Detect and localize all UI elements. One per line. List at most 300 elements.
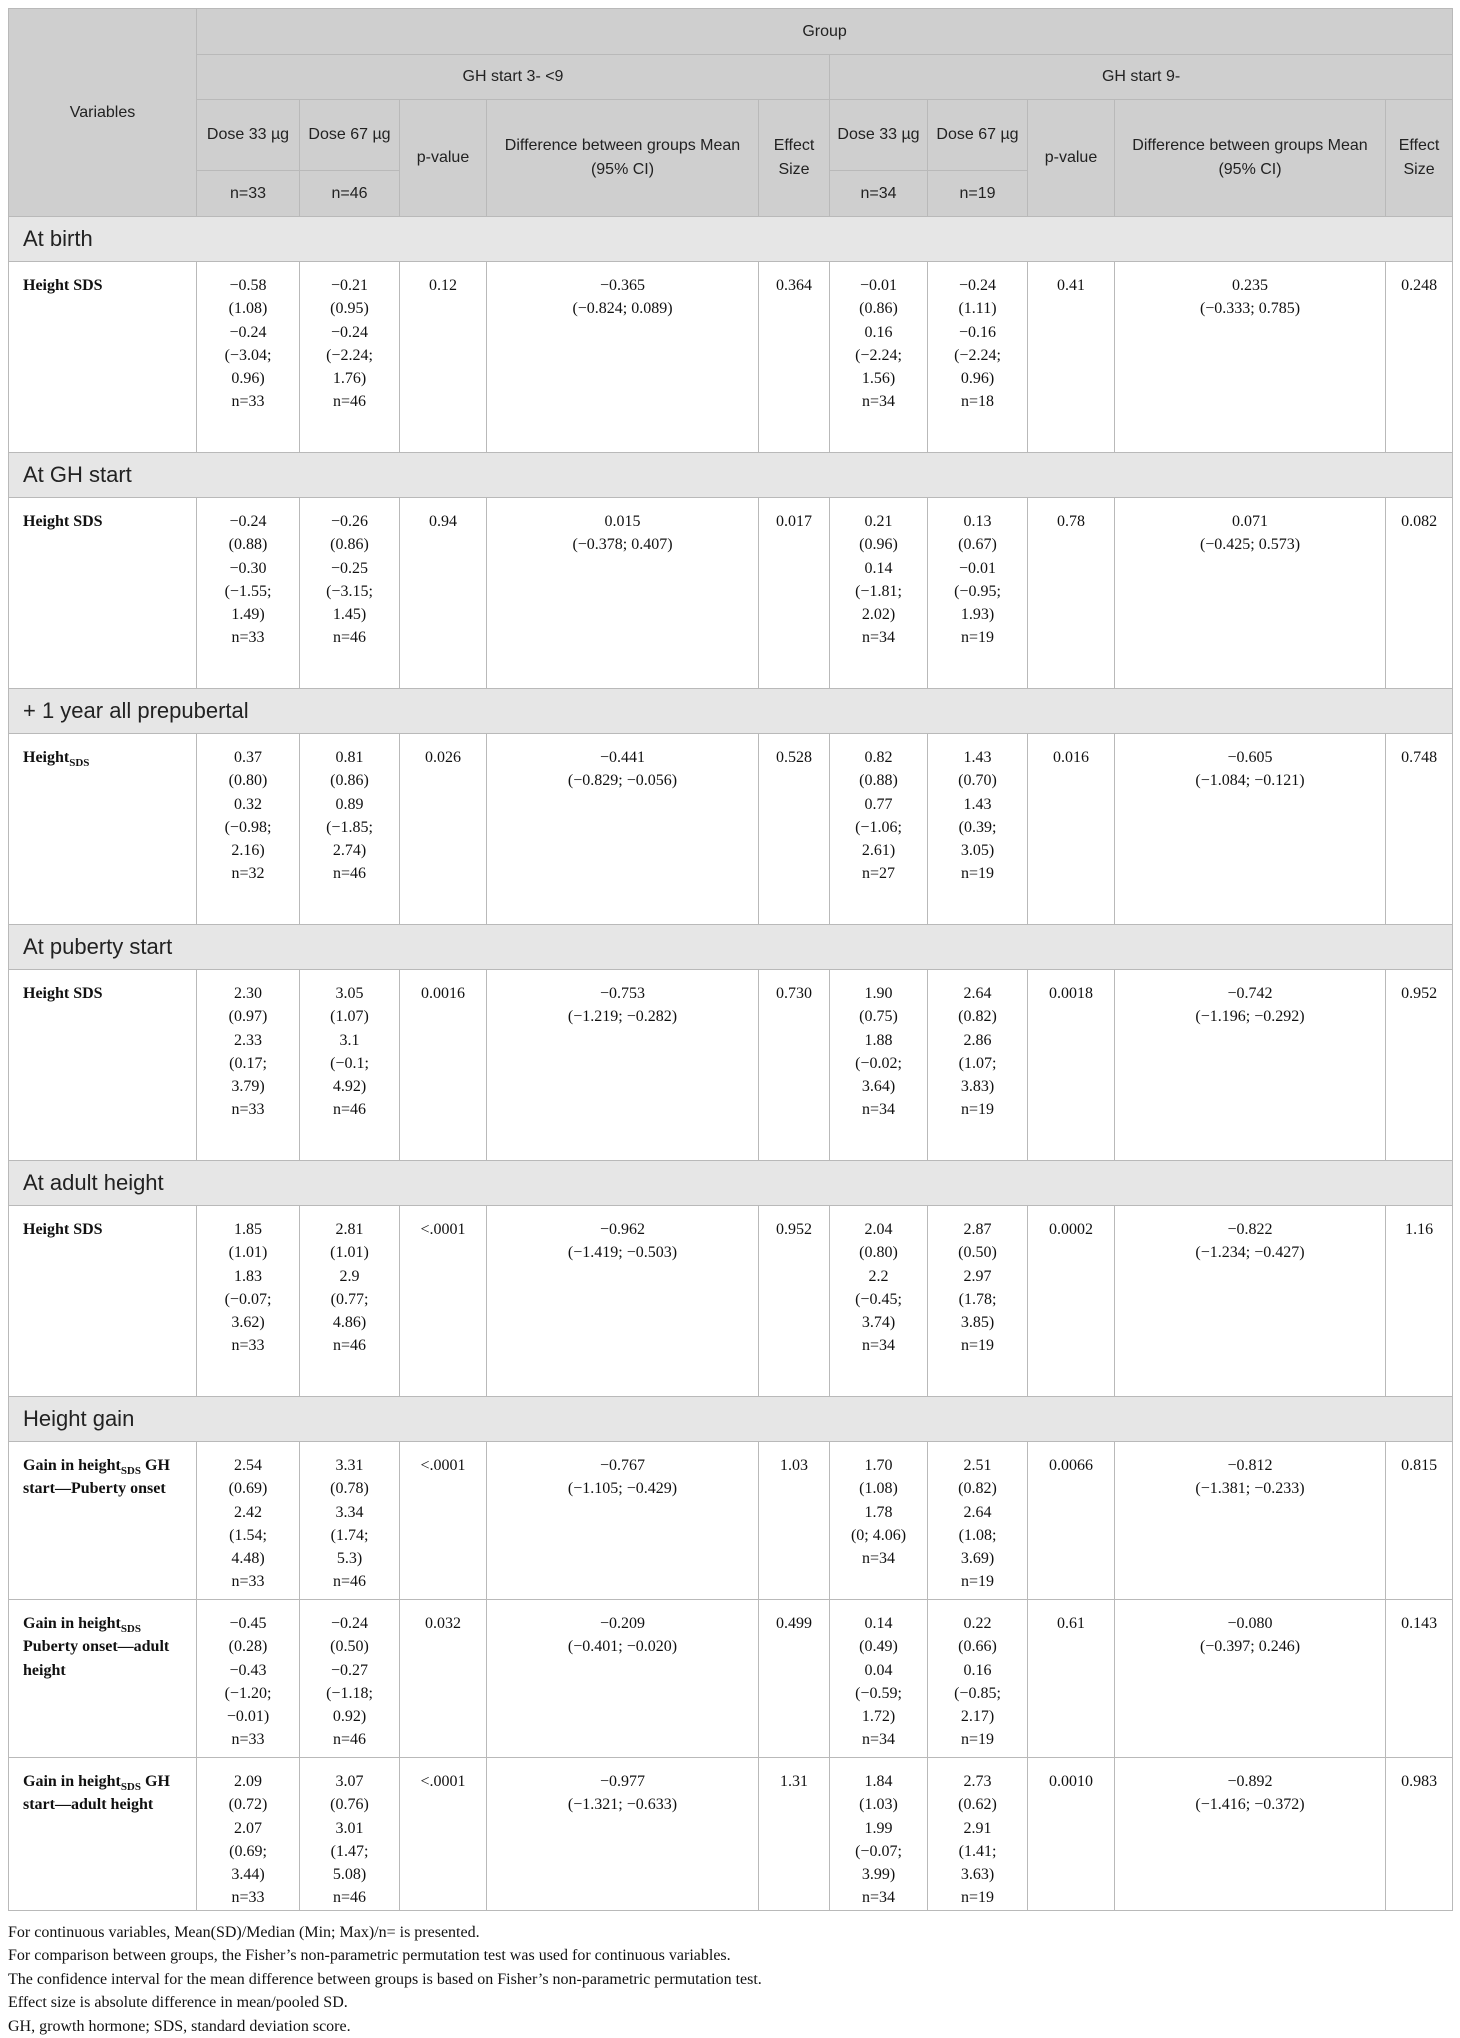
cell-line: 2.87 bbox=[963, 1221, 992, 1238]
cell-line: −0.24 bbox=[330, 1615, 369, 1632]
cell-line: −0.24 bbox=[330, 323, 369, 341]
dose-67-g1-value bbox=[300, 1206, 400, 1397]
cell-line: −0.25 bbox=[330, 559, 369, 577]
col-dose-33-g1: Dose 33 µg bbox=[197, 100, 300, 171]
table-row bbox=[9, 1206, 1453, 1397]
cell-line: (0.77; bbox=[330, 1290, 369, 1308]
cell-line: (1.07) bbox=[330, 1008, 369, 1026]
pvalue-g2-value: 0.0018 bbox=[1028, 970, 1115, 1161]
effect-size-g1-value: 0.952 bbox=[759, 1206, 830, 1397]
effect-size-g1-value: 0.528 bbox=[759, 734, 830, 925]
effect-size-g2-value: 0.248 bbox=[1386, 262, 1453, 453]
cell-line: (1.03) bbox=[859, 1796, 898, 1814]
col-n-dose-33-g1: n=33 bbox=[197, 171, 300, 217]
cell-line: 1.43 bbox=[963, 749, 992, 766]
variable-subscript: SDS bbox=[120, 1623, 141, 1636]
dose-33-g1-value bbox=[197, 1600, 300, 1758]
pvalue-g2-value: 0.016 bbox=[1028, 734, 1115, 925]
section-title: + 1 year all prepubertal bbox=[9, 689, 1453, 734]
pvalue-g1-value: <.0001 bbox=[400, 1442, 487, 1600]
section-title: At adult height bbox=[9, 1161, 1453, 1206]
cell-line: (−2.24; bbox=[855, 346, 902, 364]
footnote: GH, growth hormone; SDS, standard deviation score. bbox=[8, 2017, 351, 2035]
table-row bbox=[9, 734, 1453, 925]
cell-line: n=46 bbox=[332, 1889, 367, 1907]
cell-line: 4.48) bbox=[231, 1550, 265, 1568]
cell-line: −0.21 bbox=[330, 277, 369, 294]
variable-label bbox=[9, 1206, 197, 1397]
cell-line: −0.892 bbox=[1227, 1773, 1273, 1790]
cell-line: (0.82) bbox=[958, 1008, 997, 1026]
cell-line: 3.05 bbox=[335, 985, 364, 1002]
cell-line: 0.96) bbox=[960, 370, 995, 388]
cell-line: 3.64) bbox=[861, 1078, 896, 1096]
cell-line: (−1.219; −0.282) bbox=[567, 1008, 678, 1026]
cell-line: 1.99 bbox=[864, 1819, 893, 1837]
cell-line: 2.16) bbox=[231, 842, 265, 860]
variable-name: Height bbox=[23, 749, 70, 766]
cell-line: n=46 bbox=[332, 393, 367, 411]
cell-line: 0.235 bbox=[1232, 277, 1268, 294]
difference-g1-value bbox=[487, 262, 759, 453]
cell-line: n=34 bbox=[861, 629, 896, 647]
col-n-dose-33-g2: n=34 bbox=[830, 171, 928, 217]
effect-size-g1-value: 1.03 bbox=[759, 1442, 830, 1600]
variable-name: Gain in height bbox=[23, 1773, 121, 1790]
cell-line: (1.41; bbox=[958, 1842, 997, 1860]
cell-line: 1.83 bbox=[234, 1267, 262, 1285]
cell-line: (0.69) bbox=[228, 1480, 268, 1498]
dose-67-g2-value bbox=[928, 498, 1028, 689]
difference-g1-value bbox=[487, 1206, 759, 1397]
table-row bbox=[9, 498, 1453, 689]
difference-g2-value bbox=[1115, 1758, 1386, 1911]
cell-line: 0.015 bbox=[604, 513, 641, 530]
cell-line: 2.42 bbox=[234, 1503, 262, 1521]
pvalue-g1-value: 0.94 bbox=[400, 498, 487, 689]
cell-line: 2.02) bbox=[861, 606, 896, 624]
table-container bbox=[8, 8, 1452, 2038]
cell-line: (1.08) bbox=[228, 300, 268, 318]
cell-line: 0.92) bbox=[332, 1708, 367, 1726]
cell-line: −0.365 bbox=[599, 277, 646, 294]
pvalue-g2-value: 0.41 bbox=[1028, 262, 1115, 453]
col-difference-g2: Difference between groups Mean (95% CI) bbox=[1115, 100, 1386, 217]
cell-line: n=34 bbox=[861, 1889, 896, 1907]
cell-line: (−0.378; 0.407) bbox=[572, 536, 673, 554]
cell-line: 3.83) bbox=[960, 1078, 995, 1096]
cell-line: 2.2 bbox=[868, 1267, 889, 1285]
section-row bbox=[9, 689, 1453, 734]
difference-g2-value bbox=[1115, 1600, 1386, 1758]
col-dose-33-g2: Dose 33 µg bbox=[830, 100, 928, 171]
dose-33-g2-value bbox=[830, 262, 928, 453]
cell-line: (1.78; bbox=[958, 1290, 997, 1308]
col-pvalue-g2: p-value bbox=[1028, 100, 1115, 217]
cell-line: 0.21 bbox=[864, 513, 893, 530]
variable-detail: Puberty onset—adult height bbox=[23, 1638, 170, 1679]
difference-g1-value bbox=[487, 498, 759, 689]
table-row bbox=[9, 262, 1453, 453]
cell-line: 2.51 bbox=[963, 1457, 992, 1474]
cell-line: (0.88) bbox=[859, 772, 898, 790]
footnote: For comparison between groups, the Fisher’s non-parametric permutation test was used for continuous variables. bbox=[8, 1947, 731, 1965]
dose-33-g1-value bbox=[197, 1206, 300, 1397]
cell-line: 3.74) bbox=[861, 1314, 896, 1332]
cell-line: 0.071 bbox=[1232, 513, 1268, 530]
cell-line: 3.69) bbox=[960, 1550, 995, 1568]
cell-line: 3.05) bbox=[960, 842, 995, 860]
col-difference-g1: Difference between groups Mean (95% CI) bbox=[487, 100, 759, 217]
pvalue-g2-value: 0.0010 bbox=[1028, 1758, 1115, 1911]
difference-g2-value bbox=[1115, 498, 1386, 689]
cell-line: (0.17; bbox=[229, 1054, 267, 1072]
cell-line: 2.09 bbox=[234, 1773, 262, 1790]
section-title: At puberty start bbox=[9, 925, 1453, 970]
variable-label bbox=[9, 262, 197, 453]
cell-line: −0.01 bbox=[859, 277, 898, 294]
cell-line: 2.33 bbox=[234, 1031, 262, 1049]
cell-line: 2.86 bbox=[963, 1031, 992, 1049]
group-header-gh-start-3-9: GH start 3- <9 bbox=[197, 55, 830, 100]
cell-line: (−1.084; −0.121) bbox=[1195, 772, 1305, 790]
cell-line: 0.96) bbox=[231, 370, 265, 388]
cell-line: −0.24 bbox=[229, 323, 267, 341]
effect-size-g2-value: 0.952 bbox=[1386, 970, 1453, 1161]
cell-line: 3.01 bbox=[335, 1819, 364, 1837]
cell-line: 0.77 bbox=[864, 795, 893, 813]
cell-line: (0.66) bbox=[958, 1638, 997, 1656]
footnote: The confidence interval for the mean difference between groups is based on Fisher’s non-parametric permutation test. bbox=[8, 1970, 762, 1988]
cell-line: (1.08; bbox=[958, 1526, 997, 1544]
dose-33-g1-value bbox=[197, 734, 300, 925]
variable-name: Gain in height bbox=[23, 1457, 121, 1474]
cell-line: (0.95) bbox=[330, 300, 369, 318]
cell-line: (0.39; bbox=[958, 818, 997, 836]
footnote: Effect size is absolute difference in mean/pooled SD. bbox=[8, 1994, 348, 2012]
pvalue-g1-value: 0.026 bbox=[400, 734, 487, 925]
cell-line: 3.07 bbox=[335, 1773, 364, 1790]
effect-size-g2-value: 1.16 bbox=[1386, 1206, 1453, 1397]
cell-line: n=18 bbox=[960, 393, 995, 411]
dose-67-g1-value bbox=[300, 1442, 400, 1600]
variable-label bbox=[9, 1442, 197, 1600]
cell-line: −0.812 bbox=[1227, 1457, 1273, 1474]
cell-line: 0.81 bbox=[335, 749, 364, 766]
cell-line: (−0.59; bbox=[855, 1684, 902, 1702]
cell-line: (0.76) bbox=[330, 1796, 369, 1814]
cell-line: 2.30 bbox=[234, 985, 262, 1002]
dose-67-g2-value bbox=[928, 1206, 1028, 1397]
dose-33-g2-value bbox=[830, 1206, 928, 1397]
cell-line: 0.16 bbox=[963, 1661, 992, 1679]
dose-67-g1-value bbox=[300, 970, 400, 1161]
cell-line: (0.86) bbox=[859, 300, 898, 318]
dose-33-g2-value bbox=[830, 1442, 928, 1600]
cell-line: −0.45 bbox=[229, 1615, 267, 1632]
dose-33-g2-value bbox=[830, 1600, 928, 1758]
effect-size-g1-value: 1.31 bbox=[759, 1758, 830, 1911]
cell-line: 0.89 bbox=[335, 795, 364, 813]
cell-line: n=33 bbox=[231, 1889, 265, 1907]
cell-line: n=19 bbox=[960, 1337, 995, 1355]
pvalue-g2-value: 0.0066 bbox=[1028, 1442, 1115, 1600]
cell-line: 2.74) bbox=[332, 842, 367, 860]
cell-line: (−0.02; bbox=[855, 1054, 902, 1072]
col-effect-size-g1: Effect Size bbox=[759, 100, 830, 217]
cell-line: (−0.98; bbox=[224, 818, 272, 836]
cell-line: 1.49) bbox=[231, 606, 265, 624]
section-row bbox=[9, 453, 1453, 498]
col-n-dose-67-g2: n=19 bbox=[928, 171, 1028, 217]
cell-line: 3.44) bbox=[231, 1866, 265, 1884]
dose-33-g1-value bbox=[197, 498, 300, 689]
cell-line: (0.82) bbox=[958, 1480, 997, 1498]
dose-67-g1-value bbox=[300, 498, 400, 689]
section-title: Height gain bbox=[9, 1397, 1453, 1442]
cell-line: (−2.24; bbox=[326, 346, 373, 364]
cell-line: n=33 bbox=[231, 1337, 265, 1355]
pvalue-g1-value: <.0001 bbox=[400, 1206, 487, 1397]
cell-line: 2.54 bbox=[234, 1457, 262, 1474]
variables-header: Variables bbox=[9, 9, 197, 217]
cell-line: (1.11) bbox=[958, 300, 997, 318]
effect-size-g2-value: 0.082 bbox=[1386, 498, 1453, 689]
cell-line: 1.84 bbox=[864, 1773, 893, 1790]
cell-line: n=34 bbox=[861, 1337, 896, 1355]
cell-line: (0.86) bbox=[330, 536, 369, 554]
cell-line: (−1.321; −0.633) bbox=[567, 1796, 678, 1814]
difference-g2-value bbox=[1115, 970, 1386, 1161]
cell-line: 1.43 bbox=[963, 795, 992, 813]
dose-33-g1-value bbox=[197, 970, 300, 1161]
effect-size-g2-value: 0.815 bbox=[1386, 1442, 1453, 1600]
pvalue-g1-value: 0.032 bbox=[400, 1600, 487, 1758]
cell-line: (0.50) bbox=[330, 1638, 369, 1656]
effect-size-g2-value: 0.143 bbox=[1386, 1600, 1453, 1758]
cell-line: 2.17) bbox=[960, 1708, 995, 1726]
table-row bbox=[9, 1600, 1453, 1758]
cell-line: 2.73 bbox=[963, 1773, 992, 1790]
cell-line: −0.24 bbox=[229, 513, 267, 530]
col-n-dose-67-g1: n=46 bbox=[300, 171, 400, 217]
cell-line: (−0.95; bbox=[954, 582, 1001, 600]
dose-33-g2-value bbox=[830, 734, 928, 925]
dose-67-g2-value bbox=[928, 1442, 1028, 1600]
col-effect-size-g2: Effect Size bbox=[1386, 100, 1453, 217]
variable-name: Height SDS bbox=[23, 1221, 103, 1238]
cell-line: 3.31 bbox=[335, 1457, 364, 1474]
dose-33-g2-value bbox=[830, 1758, 928, 1911]
cell-line: −0.767 bbox=[599, 1457, 646, 1474]
cell-line: 1.93) bbox=[960, 606, 995, 624]
cell-line: −0.209 bbox=[599, 1615, 646, 1632]
cell-line: (1.47; bbox=[330, 1842, 369, 1860]
cell-line: n=33 bbox=[231, 1101, 265, 1119]
cell-line: 1.45) bbox=[332, 606, 367, 624]
cell-line: 0.37 bbox=[234, 749, 262, 766]
cell-line: n=33 bbox=[231, 629, 265, 647]
dose-67-g2-value bbox=[928, 1758, 1028, 1911]
cell-line: 0.14 bbox=[864, 1615, 893, 1632]
pvalue-g2-value: 0.78 bbox=[1028, 498, 1115, 689]
cell-line: (−0.85; bbox=[954, 1684, 1001, 1702]
cell-line: 0.14 bbox=[864, 559, 893, 577]
col-pvalue-g1: p-value bbox=[400, 100, 487, 217]
cell-line: (−2.24; bbox=[954, 346, 1001, 364]
cell-line: 1.72) bbox=[861, 1708, 896, 1726]
cell-line: (0.78) bbox=[330, 1480, 369, 1498]
cell-line: 0.04 bbox=[864, 1661, 893, 1679]
difference-g1-value bbox=[487, 1758, 759, 1911]
cell-line: n=34 bbox=[861, 1550, 896, 1568]
cell-line: n=19 bbox=[960, 1573, 995, 1591]
section-row bbox=[9, 217, 1453, 262]
cell-line: (1.54; bbox=[229, 1526, 267, 1544]
cell-line: 1.76) bbox=[332, 370, 367, 388]
cell-line: n=46 bbox=[332, 629, 367, 647]
cell-line: (0.28) bbox=[228, 1638, 268, 1656]
section-title: At birth bbox=[9, 217, 1453, 262]
section-row bbox=[9, 1161, 1453, 1206]
dose-67-g2-value bbox=[928, 1600, 1028, 1758]
cell-line: n=46 bbox=[332, 865, 367, 883]
cell-line: 2.64 bbox=[963, 985, 992, 1002]
cell-line: n=32 bbox=[231, 865, 265, 883]
cell-line: −0.43 bbox=[229, 1661, 267, 1679]
cell-line: 4.86) bbox=[332, 1314, 367, 1332]
effect-size-g1-value: 0.730 bbox=[759, 970, 830, 1161]
cell-line: (1.01) bbox=[228, 1244, 268, 1262]
cell-line: (0.88) bbox=[228, 536, 268, 554]
cell-line: n=34 bbox=[861, 393, 896, 411]
cell-line: n=19 bbox=[960, 1101, 995, 1119]
cell-line: (0.80) bbox=[859, 1244, 898, 1262]
cell-line: n=33 bbox=[231, 1573, 265, 1591]
cell-line: 1.56) bbox=[861, 370, 896, 388]
difference-g2-value bbox=[1115, 734, 1386, 925]
table-body bbox=[9, 217, 1453, 1911]
variable-detail: GH start—Puberty onset bbox=[23, 1457, 170, 1498]
cell-line: 2.07 bbox=[234, 1819, 262, 1837]
cell-line: (1.07; bbox=[958, 1054, 997, 1072]
cell-line: (1.74; bbox=[330, 1526, 369, 1544]
cell-line: (−1.06; bbox=[855, 818, 902, 836]
cell-line: (−1.85; bbox=[326, 818, 373, 836]
difference-g1-value bbox=[487, 1600, 759, 1758]
group-header-gh-start-9: GH start 9- bbox=[830, 55, 1453, 100]
difference-g1-value bbox=[487, 970, 759, 1161]
table-row bbox=[9, 1758, 1453, 1911]
cell-line: n=33 bbox=[231, 393, 265, 411]
dose-67-g1-value bbox=[300, 734, 400, 925]
cell-line: 2.81 bbox=[335, 1221, 364, 1238]
cell-line: 1.70 bbox=[864, 1457, 893, 1474]
cell-line: (1.01) bbox=[330, 1244, 369, 1262]
cell-line: (0.75) bbox=[859, 1008, 898, 1026]
cell-line: (−3.04; bbox=[224, 346, 272, 364]
cell-line: −0.742 bbox=[1227, 985, 1273, 1002]
cell-line: n=33 bbox=[231, 1731, 265, 1749]
dose-33-g2-value bbox=[830, 970, 928, 1161]
cell-line: (0.70) bbox=[958, 772, 997, 790]
cell-line: (−1.196; −0.292) bbox=[1195, 1008, 1305, 1026]
group-header: Group bbox=[197, 9, 1453, 55]
cell-line: 1.88 bbox=[864, 1031, 893, 1049]
dose-33-g1-value bbox=[197, 1442, 300, 1600]
col-dose-67-g2: Dose 67 µg bbox=[928, 100, 1028, 171]
cell-line: (−0.45; bbox=[855, 1290, 902, 1308]
cell-line: (−1.55; bbox=[224, 582, 272, 600]
cell-line: (−0.425; 0.573) bbox=[1199, 536, 1301, 554]
dose-67-g2-value bbox=[928, 734, 1028, 925]
cell-line: n=19 bbox=[960, 865, 995, 883]
cell-line: (−1.20; bbox=[224, 1684, 272, 1702]
cell-line: (−1.419; −0.503) bbox=[567, 1244, 678, 1262]
cell-line: (−1.105; −0.429) bbox=[567, 1480, 678, 1498]
cell-line: 0.16 bbox=[864, 323, 893, 341]
cell-line: n=46 bbox=[332, 1573, 367, 1591]
variable-subscript: SDS bbox=[69, 757, 90, 770]
cell-line: (−3.15; bbox=[326, 582, 373, 600]
pvalue-g2-value: 0.61 bbox=[1028, 1600, 1115, 1758]
cell-line: (−0.333; 0.785) bbox=[1199, 300, 1301, 318]
effect-size-g1-value: 0.017 bbox=[759, 498, 830, 689]
cell-line: (0.86) bbox=[330, 772, 369, 790]
cell-line: 3.1 bbox=[339, 1031, 360, 1049]
difference-g1-value bbox=[487, 734, 759, 925]
cell-line: (−0.07; bbox=[224, 1290, 272, 1308]
cell-line: 0.13 bbox=[963, 513, 992, 530]
cell-line: 1.78 bbox=[864, 1503, 893, 1521]
cell-line: 3.34 bbox=[335, 1503, 364, 1521]
cell-line: n=19 bbox=[960, 1889, 995, 1907]
difference-g1-value bbox=[487, 1442, 759, 1600]
dose-67-g1-value bbox=[300, 1600, 400, 1758]
cell-line: 4.92) bbox=[332, 1078, 367, 1096]
cell-line: −0.962 bbox=[599, 1221, 646, 1238]
cell-line: (−1.234; −0.427) bbox=[1195, 1244, 1305, 1262]
cell-line: (−0.07; bbox=[855, 1842, 902, 1860]
cell-line: 0.32 bbox=[234, 795, 262, 813]
pvalue-g1-value: 0.12 bbox=[400, 262, 487, 453]
dose-33-g1-value bbox=[197, 1758, 300, 1911]
cell-line: (−1.81; bbox=[855, 582, 902, 600]
cell-line: 0.22 bbox=[963, 1615, 992, 1632]
cell-line: 0.82 bbox=[864, 749, 893, 766]
effect-size-g1-value: 0.499 bbox=[759, 1600, 830, 1758]
cell-line: −0.24 bbox=[958, 277, 997, 294]
cell-line: (0.49) bbox=[859, 1638, 898, 1656]
footnote: For continuous variables, Mean(SD)/Median (Min; Max)/n= is presented. bbox=[8, 1923, 480, 1941]
effect-size-g2-value: 0.983 bbox=[1386, 1758, 1453, 1911]
variable-subscript: SDS bbox=[120, 1465, 141, 1478]
cell-line: (0.67) bbox=[958, 536, 997, 554]
variable-name: Height SDS bbox=[23, 277, 103, 294]
variable-label bbox=[9, 498, 197, 689]
variable-label bbox=[9, 1600, 197, 1758]
cell-line: 1.90 bbox=[864, 985, 893, 1002]
variable-detail: GH start—adult height bbox=[23, 1773, 170, 1814]
cell-line: 2.91 bbox=[963, 1819, 992, 1837]
dose-67-g1-value bbox=[300, 1758, 400, 1911]
difference-g2-value bbox=[1115, 1442, 1386, 1600]
table-footnotes bbox=[8, 1921, 1452, 2038]
section-row bbox=[9, 925, 1453, 970]
cell-line: −0.080 bbox=[1227, 1615, 1273, 1632]
cell-line: −0.58 bbox=[229, 277, 267, 294]
cell-line: 1.85 bbox=[234, 1221, 262, 1238]
